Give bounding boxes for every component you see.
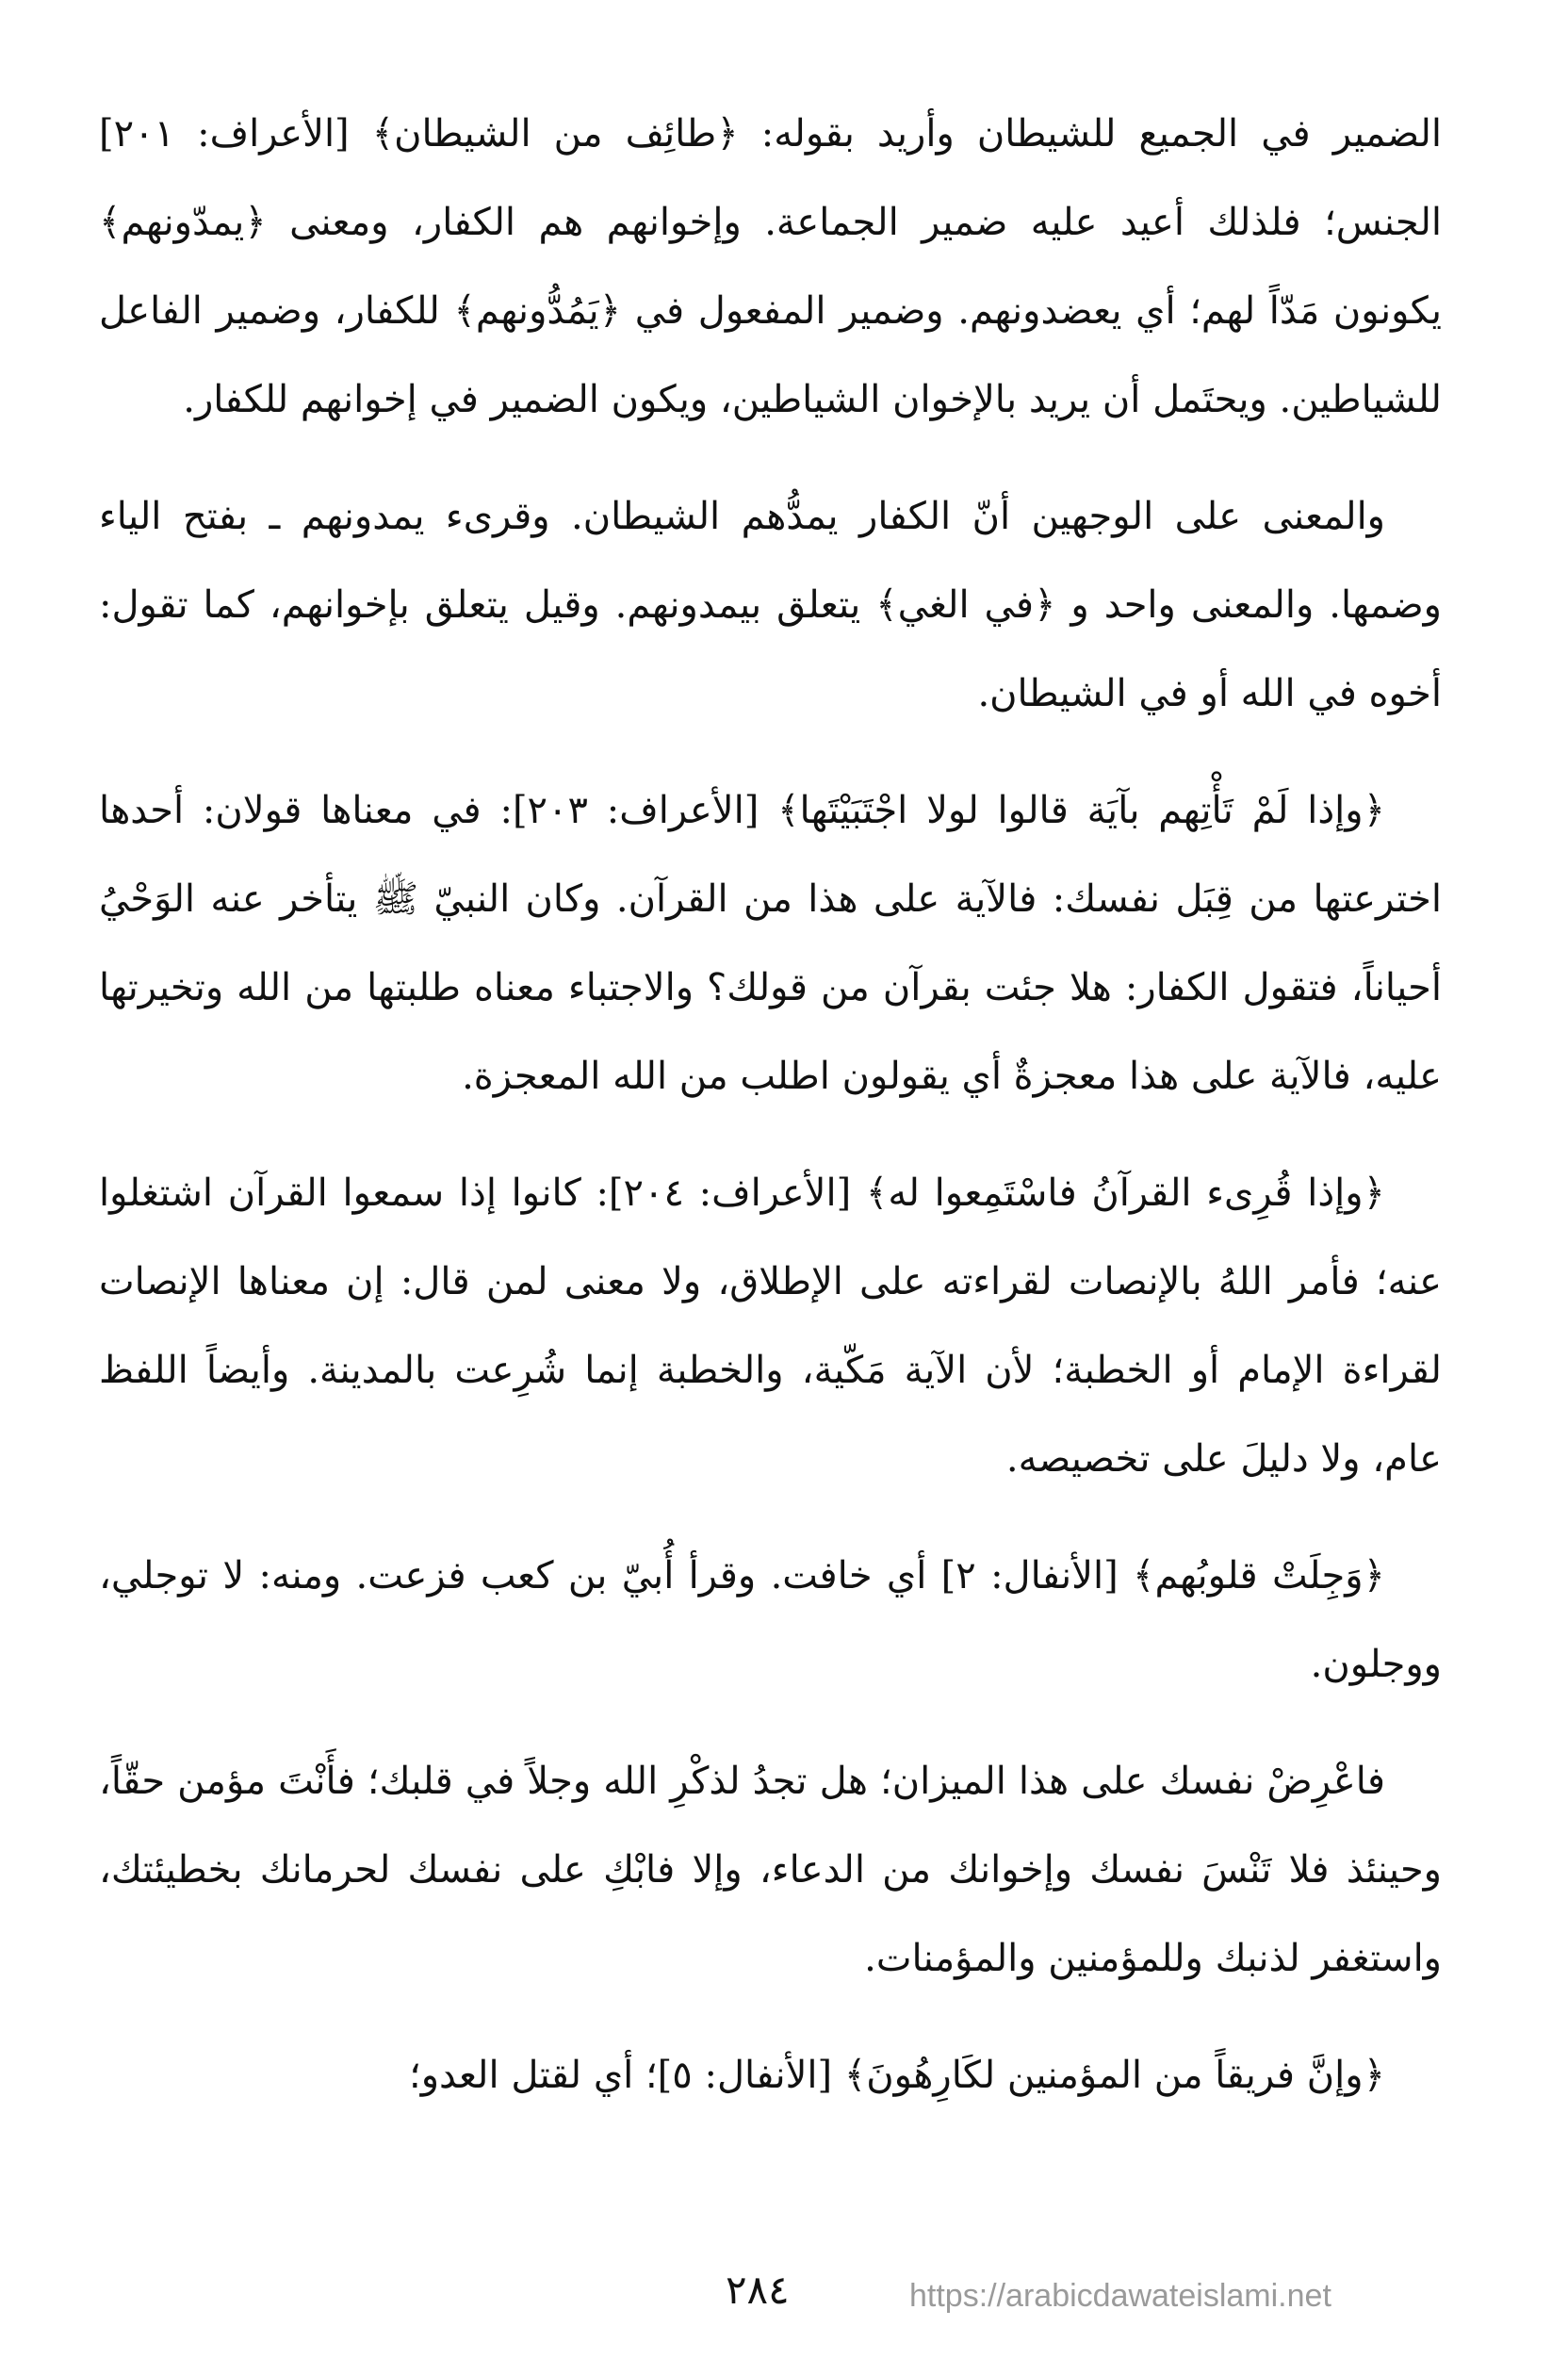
paragraph-5: ﴿وَجِلَتْ قلوبُهم﴾ [الأنفال: ٢] أي خافت. وقرأ أُبيّ بن كعب فزعت. ومنه: لا توجلي، ووجلون.: [99, 1554, 1442, 1686]
paragraph-1: الضمير في الجميع للشيطان وأريد بقوله: ﴿طائِف من الشيطان﴾ [الأعراف: ٢٠١] الجنس؛ فلذلك أعيد عليه ضمير الجماعة. وإخوانهم هم الكفار، ومعنى ﴿يمدّونهم﴾ يكونون مَدّاً لهم؛ أي يعضدونهم. وضمير المفعول في ﴿يَمُدُّونهم﴾ للكفار، وضمير الفاعل للشياطين. ويحتَمل أن يريد بالإخوان الشياطين، ويكون الضمير في إخوانهم للكفار.: [99, 112, 1442, 421]
watermark-url: https://arabicdawateislami.net: [909, 2278, 1331, 2314]
paragraph-4: ﴿وإذا قُرِىء القرآنُ فاسْتَمِعوا له﴾ [الأعراف: ٢٠٤]: كانوا إذا سمعوا القرآن اشتغلوا عنه؛ فأمر اللهُ بالإنصات لقراءته على الإطلاق، ولا معنى لمن قال: إن معناها الإنصات لقراءة الإمام أو الخطبة؛ لأن الآية مَكّية، والخطبة إنما شُرِعت بالمدينة. وأيضاً اللفظ عام، ولا دليلَ على تخصيصه.: [99, 1171, 1442, 1481]
paragraph-3: ﴿وإذا لَمْ تَأْتِهم بآيَة قالوا لولا اجْتَبَيْتَها﴾ [الأعراف: ٢٠٣]: في معناها قولان: أحدها اخترعتها من قِبَل نفسك: فالآية على هذا من القرآن. وكان النبيّ ﷺ يتأخر عنه الوَحْيُ أحياناً، فتقول الكفار: هلا جئت بقرآن من قولك؟ والاجتباء معناه طلبتها من الله وتخيرتها عليه، فالآية على هذا معجزةٌ أي يقولون اطلب من الله المعجزة.: [99, 789, 1442, 1098]
paragraph-2: والمعنى على الوجهين أنّ الكفار يمدُّهم الشيطان. وقرىء يمدونهم ـ بفتح الياء وضمها. والمعنى واحد و ﴿في الغي﴾ يتعلق بيمدونهم. وقيل يتعلق بإخوانهم، كما تقول: أخوه في الله أو في الشيطان.: [99, 495, 1442, 715]
paragraph-7: ﴿وإنَّ فريقاً من المؤمنين لكَارِهُونَ﴾ [الأنفال: ٥]؛ أي لقتل العدو؛: [408, 2054, 1385, 2097]
page-footer: [0, 2267, 1568, 2323]
page-number: ٢٨٤: [726, 2267, 790, 2313]
paragraph-6: فاعْرِضْ نفسك على هذا الميزان؛ هل تجدُ لذكْرِ الله وجلاً في قلبك؛ فأَنْتَ مؤمن حقّاً، وحينئذ فلا تَنْسَ نفسك وإخوانك من الدعاء، وإلا فابْكِ على نفسك لحرمانك بخطيئتك، واستغفر لذنبك وللمؤمنين والمؤمنات.: [99, 1760, 1442, 1980]
page-body: [99, 90, 1442, 2248]
